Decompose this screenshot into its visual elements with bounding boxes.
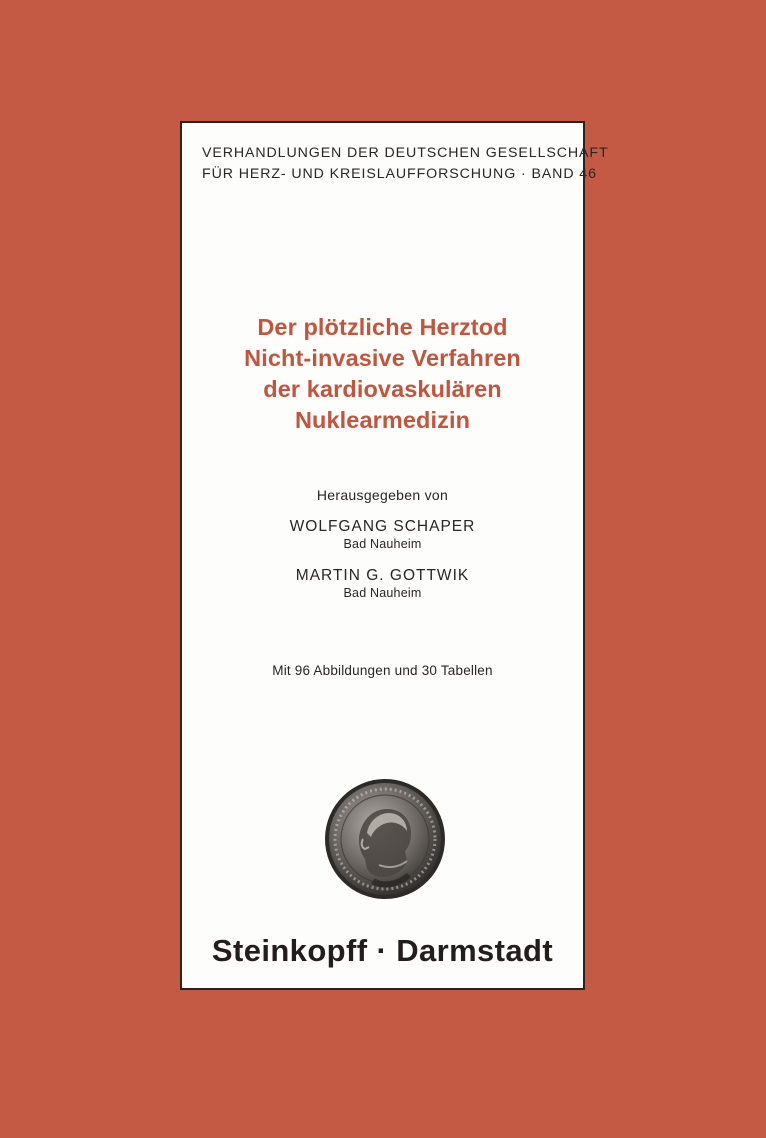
title-line-4: Nuklearmedizin — [294, 407, 471, 433]
editor-place: Bad Nauheim — [343, 586, 422, 600]
medal-portrait-icon — [323, 777, 447, 901]
series-heading — [202, 143, 609, 185]
book-cover-card — [180, 121, 609, 990]
editor-name: MARTIN G. GOTTWIK — [295, 567, 470, 584]
editor-name: WOLFGANG SCHAPER — [289, 518, 476, 535]
title-line-1: Der plötzliche Herztod — [257, 314, 508, 340]
series-line-2: FÜR HERZ- UND KREISLAUFFORSCHUNG · BAND 46 — [202, 166, 597, 182]
editor-2 — [182, 566, 583, 601]
editor-place: Bad Nauheim — [343, 537, 422, 551]
editors-intro: Herausgegeben von — [316, 487, 449, 503]
editors-block — [182, 487, 583, 601]
book-title — [182, 312, 583, 436]
title-line-3: der kardiovaskulären — [263, 376, 502, 402]
figures-note: Mit 96 Abbildungen und 30 Tabellen — [272, 663, 493, 678]
publisher-imprint: Steinkopff · Darmstadt — [211, 933, 554, 968]
series-line-1: VERHANDLUNGEN DER DEUTSCHEN GESELLSCHAFT — [202, 145, 609, 161]
title-line-2: Nicht-invasive Verfahren — [244, 345, 521, 371]
editor-1 — [182, 517, 583, 552]
